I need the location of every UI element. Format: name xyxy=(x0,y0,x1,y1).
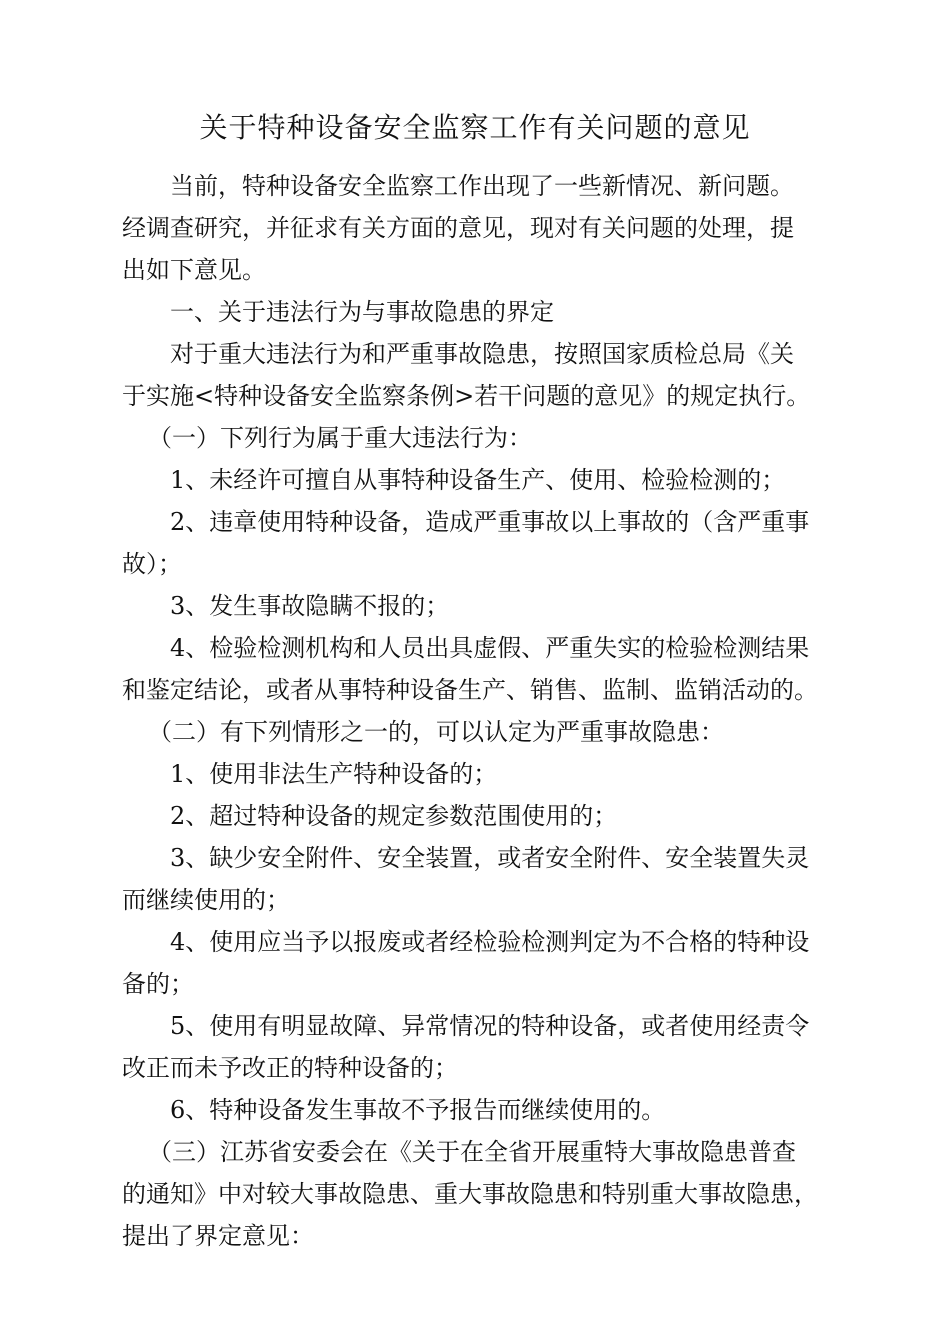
paragraph-line-4: 对于重大违法行为和严重事故隐患，按照国家质检总局《关 xyxy=(170,340,794,368)
paragraph-line-1: 当前，特种设备安全监察工作出现了一些新情况、新问题。 xyxy=(170,172,794,200)
section-heading-1: 一、关于违法行为与事故隐患的界定 xyxy=(170,298,554,326)
list-item-1-4: 4、检验检测机构和人员出具虚假、严重失实的检验检测结果 xyxy=(170,634,810,662)
list-item-1-2-cont: 故）； xyxy=(122,550,182,578)
list-item-1-2: 2、违章使用特种设备，造成严重事故以上事故的（含严重事 xyxy=(170,508,810,536)
list-item-1-1: 1、未经许可擅自从事特种设备生产、使用、检验检测的； xyxy=(170,466,786,494)
list-item-2-5: 5、使用有明显故障、异常情况的特种设备，或者使用经责令 xyxy=(170,1012,810,1040)
list-item-2-6: 6、特种设备发生事故不予报告而继续使用的。 xyxy=(170,1096,666,1124)
list-item-1-3: 3、发生事故隐瞒不报的； xyxy=(170,592,450,620)
paragraph-line-6: 的通知》中对较大事故隐患、重大事故隐患和特别重大事故隐患， xyxy=(122,1180,818,1208)
list-item-2-4: 4、使用应当予以报废或者经检验检测判定为不合格的特种设 xyxy=(170,928,810,956)
list-item-2-5-cont: 改正而未予改正的特种设备的； xyxy=(122,1054,458,1082)
list-item-2-4-cont: 备的； xyxy=(122,970,194,998)
subsection-heading-2: （二）有下列情形之一的，可以认定为严重事故隐患： xyxy=(148,718,724,746)
paragraph-line-2: 经调查研究，并征求有关方面的意见，现对有关问题的处理，提 xyxy=(122,214,794,242)
subsection-heading-3: （三）江苏省安委会在《关于在全省开展重特大事故隐患普查 xyxy=(148,1138,796,1166)
paragraph-line-5: 于实施<特种设备安全监察条例>若干问题的意见》的规定执行。 xyxy=(122,382,811,410)
paragraph-line-7: 提出了界定意见： xyxy=(122,1222,314,1250)
list-item-2-3: 3、缺少安全附件、安全装置，或者安全附件、安全装置失灵 xyxy=(170,844,810,872)
document-title: 关于特种设备安全监察工作有关问题的意见 xyxy=(199,111,751,144)
subsection-heading-1: （一）下列行为属于重大违法行为： xyxy=(148,424,532,452)
paragraph-line-3: 出如下意见。 xyxy=(122,256,266,284)
list-item-1-4-cont: 和鉴定结论，或者从事特种设备生产、销售、监制、监销活动的。 xyxy=(122,676,818,704)
list-item-2-1: 1、使用非法生产特种设备的； xyxy=(170,760,498,788)
list-item-2-3-cont: 而继续使用的； xyxy=(122,886,290,914)
list-item-2-2: 2、超过特种设备的规定参数范围使用的； xyxy=(170,802,618,830)
